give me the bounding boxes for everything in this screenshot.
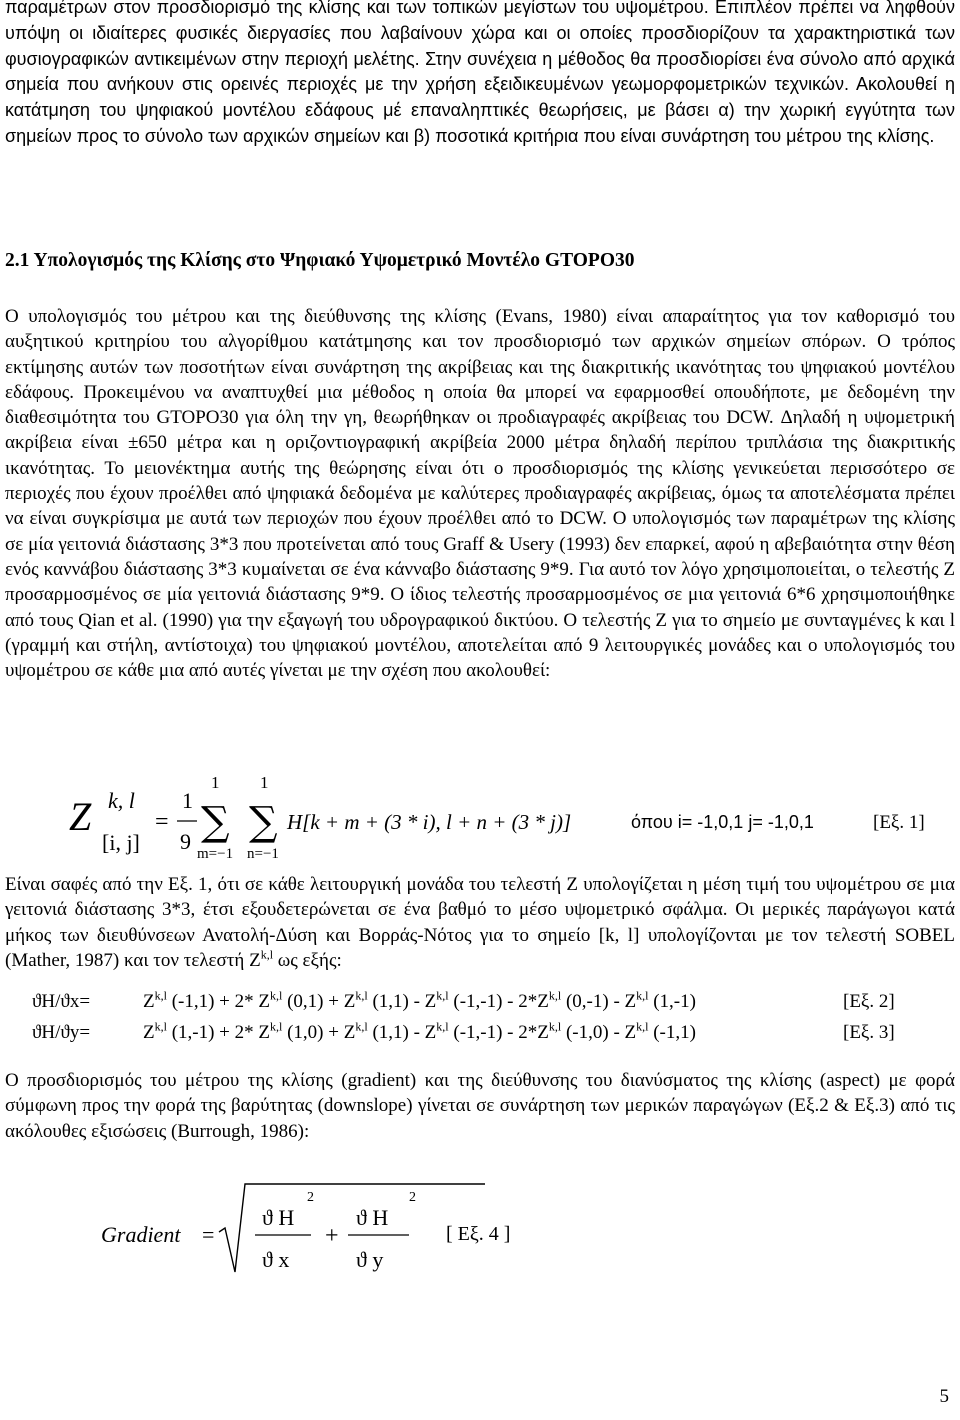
eq2-term-6: (1,-1) — [653, 991, 696, 1013]
eq3-term-3: (1,1) - Z — [372, 1022, 437, 1044]
eq3-term-1: (1,-1) + 2* Z — [171, 1022, 271, 1044]
equation-4 — [5, 1180, 955, 1280]
eq1-frac-num: 1 — [182, 788, 193, 813]
eq4-den2: ϑ y — [356, 1247, 384, 1272]
eq1-condition: όπου i= -1,0,1 j= -1,0,1 — [631, 812, 814, 832]
eq2-sup-5: k,l — [636, 988, 649, 1003]
eq1-body: H[k + m + (3 * i), l + n + (3 * j)] — [287, 810, 572, 834]
eq1-sum2-top: 1 — [260, 773, 269, 792]
eq2-tag: [Εξ. 2] — [843, 991, 895, 1013]
eq3-tag: [Εξ. 3] — [843, 1022, 895, 1044]
eq3-term-0: Z — [143, 1022, 155, 1044]
equation-1 — [5, 768, 955, 868]
body-paragraph: Ο υπολογισμός του μέτρου και της διεύθυνσης της κλίσης (Evans, 1980) είναι απαραίτητος για τον καθορισμό του αυξητικού κριτηρίου του αλγορίθμου κατάτμησης και τον προσδιορισμό των αρχικών σημείων σπόρων. Ο τρόπος εκτίμησης αυτών των ποσοτήτων είναι συνάρτηση της ακρίβειας και της διακριτικής ικανότητας του ψηφιακού μοντέλου εδάφους. Προκειμένου να αναπτυχθεί μια μέθοδος η οποία θα μπορεί να εφαρμοσθεί οπουδήποτε, με δεδομένη την διαθεσιμότητα του GTOPO30 για όλη την γη, θεωρήθηκαν οι προδιαγραφές ακρίβειας του DCW. Δηλαδή η υψομετρική ακρίβεια είναι ±650 μέτρα και η οριζοντιογραφική ακρίβεία 2000 μέτρα δηλαδή περίπου τριπλάσια της διακριτικής ικανότητας. Το μειονέκτημα αυτής της θεώρησης είναι ότι ο προσδιορισμός της κλίσης γενικεύεται περισσότερο σε περιοχές που έχουν προέλθει από ψηφιακά δεδομένα με καλύτερες προδιαγραφές ακρίβειας, όμως τα αποτελέσματα πρέπει να είναι συγκρίσιμα με αυτά των περιοχών που έχουν προέλθει από το DCW. Ο υπολογισμός των παραμέτρων της κλίσης σε μία γειτονιά διάστασης 3*3 που προτείνεται από τους Graff & Usery (1993) δεν επαρκεί, αφού η αβεβαιότητα στην θέση ενός καννάβου διάστασης 3*3 κυμαίνεται σε ένα κάνναβο διάστασης 9*9. Για αυτό τον λόγο χρησιμοποιείται, ο τελεστής Z προσαρμοσμένος σε μία γειτονιά διάστασης 9*9. Ο ίδιος τελεστής προσαρμοσμένος σε μια γειτονιά 6*6 χρησιμοποιήθηκε από τους Qian et al. (1990) για την εξαγωγή του υδρογραφικού δικτύου. Ο τελεστής Z για το σημείο με συνταγμένες k και l (γραμμή και στήλη, αντίστοιχα) του ψηφιακού μοντέλου, αποτελείται από 9 λειτουργικές μονάδες και ο υπολογισμός του υψομέτρου σε κάθε μια από αυτές γίνεται με την σχέση που ακολουθεί: — [5, 306, 955, 682]
eq3-sup-2: k,l — [355, 1019, 368, 1034]
gradient-paragraph: Ο προσδιορισμός του μέτρου της κλίσης (gradient) και της διεύθυνσης του διανύσματος της κλίσης (aspect) με φορά σύμφωνη προς την φορά της βαρύτητας (downslope) γίνεται σε συνάρτηση των μερικών παραγώγων (Εξ.2 & Εξ.3) από τις ακόλουθες εξισώσεις (Burrough, 1986): — [5, 1070, 955, 1142]
eq4-exp2: 2 — [409, 1190, 416, 1205]
eq3-sup-4: k,l — [548, 1019, 562, 1034]
eq1-sum2-bottom: n=−1 — [247, 846, 279, 862]
equation-4-svg — [5, 1180, 955, 1280]
eq2-term-5: (0,-1) - Z — [565, 991, 637, 1013]
eq1-lhs-sub: [i, j] — [102, 830, 140, 855]
eq1-lhs-sup: k, l — [108, 788, 135, 813]
eq1-sum2-sigma: ∑ — [249, 799, 278, 845]
eq3-sup-0: k,l — [154, 1019, 167, 1034]
eq4-plus: + — [325, 1223, 339, 1249]
eq2-sup-4: k,l — [548, 988, 562, 1003]
after-eq1-tail: ως εξής: — [273, 949, 342, 971]
eq4-num1: ϑ H — [262, 1205, 295, 1230]
eq3-term-5: (-1,0) - Z — [565, 1022, 637, 1044]
eq3-lhs: ϑH/ϑy= — [32, 1022, 91, 1044]
eq1-equals: = — [155, 809, 169, 835]
eq2-sup-0: k,l — [154, 988, 167, 1003]
eq3-term-4: (-1,-1) - 2*Z — [453, 1022, 549, 1044]
eq3-sup-3: k,l — [436, 1019, 449, 1034]
eq1-sum1-sigma: ∑ — [201, 799, 230, 845]
eq3-term-2: (1,0) + Z — [287, 1022, 356, 1044]
eq1-tag: [Εξ. 1] — [873, 812, 925, 833]
eq2-sup-3: k,l — [436, 988, 449, 1003]
eq2-term-2: (0,1) + Z — [287, 991, 356, 1013]
eq2-expression — [143, 988, 696, 1013]
eq4-equals: = — [202, 1222, 215, 1247]
eq2-term-4: (-1,-1) - 2*Z — [453, 991, 549, 1013]
eq3-term-6: (-1,1) — [653, 1022, 696, 1044]
eq2-lhs: ϑH/ϑx= — [32, 991, 91, 1013]
eq4-tag: [ Εξ. 4 ] — [446, 1223, 511, 1245]
equation-2 — [5, 988, 955, 1019]
eq1-sum1-bottom: m=−1 — [197, 846, 234, 862]
eq4-num2: ϑ H — [356, 1205, 389, 1230]
equation-1-svg — [5, 768, 955, 868]
eq3-expression — [143, 1019, 696, 1044]
after-eq1-block — [5, 872, 955, 1144]
after-eq1-paragraph — [5, 872, 955, 973]
eq2-term-1: (-1,1) + 2* Z — [171, 991, 271, 1013]
eq2-sup-2: k,l — [355, 988, 368, 1003]
intro-paragraph: παραμέτρων στον προσδιορισμό της κλίσης και των τοπικών μεγίστων του υψομέτρου. Επιπλέον πρέπει να ληφθούν υπόψη οι ιδιαίτερες φυσικές διεργασίες που λαβαίνουν χώρα και οι οποίες προσδιορίζουν τα χαρακτηριστικά των φυσιογραφικών αντικειμένων στην περιοχή μελέτης. Στην συνέχεια η μέθοδος θα προσδιορίσει ένα σύνολο από αρχικά σημεία που ανήκουν στις ορεινές περιοχές με την χρήση εξειδικευμένων γεωμορφομετρικών τεχνικών. Ακολουθεί η κατάτμηση του ψηφιακού μοντέλου εδάφους μέ επαναληπτικές θεωρήσεις, με βάσει α) την χωρική εγγύτητα των σημείων προς το σύνολο των αρχικών σημείων και β) ποσοτικά κριτήρια που είναι συνάρτηση του μέτρου της κλίσης. — [5, 0, 955, 146]
eq3-sup-1: k,l — [270, 1019, 283, 1034]
page-number: 5 — [939, 1386, 949, 1407]
eq1-sum1-top: 1 — [211, 773, 220, 792]
section-heading: 2.1 Υπολογισμός της Κλίσης στο Ψηφιακό Υψομετρικό Μοντέλο GTOPO30 — [5, 250, 635, 271]
eq1-frac-den: 9 — [180, 829, 191, 854]
eq4-exp1: 2 — [307, 1190, 314, 1205]
eq1-lhs-symbol: Z — [69, 794, 92, 839]
eq2-sup-1: k,l — [270, 988, 283, 1003]
equation-3 — [5, 1019, 955, 1050]
eq2-term-0: Z — [143, 991, 155, 1013]
after-eq1-sup: k,l — [260, 947, 274, 962]
eq2-term-3: (1,1) - Z — [372, 991, 437, 1013]
eq3-sup-5: k,l — [636, 1019, 649, 1034]
eq4-den1: ϑ x — [262, 1247, 290, 1272]
eq4-label: Gradient — [101, 1222, 181, 1247]
after-eq1-text: Είναι σαφές από την Εξ. 1, ότι σε κάθε λειτουργική μονάδα του τελεστή Z υπολογίζεται η μέση τιμή του υψομέτρου σε μια γειτονιά διάστασης 3*3, έτσι εξουδετερώνεται σε ένα βαθμό το μέσο υψομετρικό σφάλμα. Οι μερικές παράγωγοι κατά μήκος των διευθύνσεων Ανατολή-Δύση και Βορράς-Νότος για το σημείο [k, l] υπολογίζονται με τον τελεστή SOBEL (Mather, 1987) και τον τελεστή Z — [5, 874, 955, 971]
